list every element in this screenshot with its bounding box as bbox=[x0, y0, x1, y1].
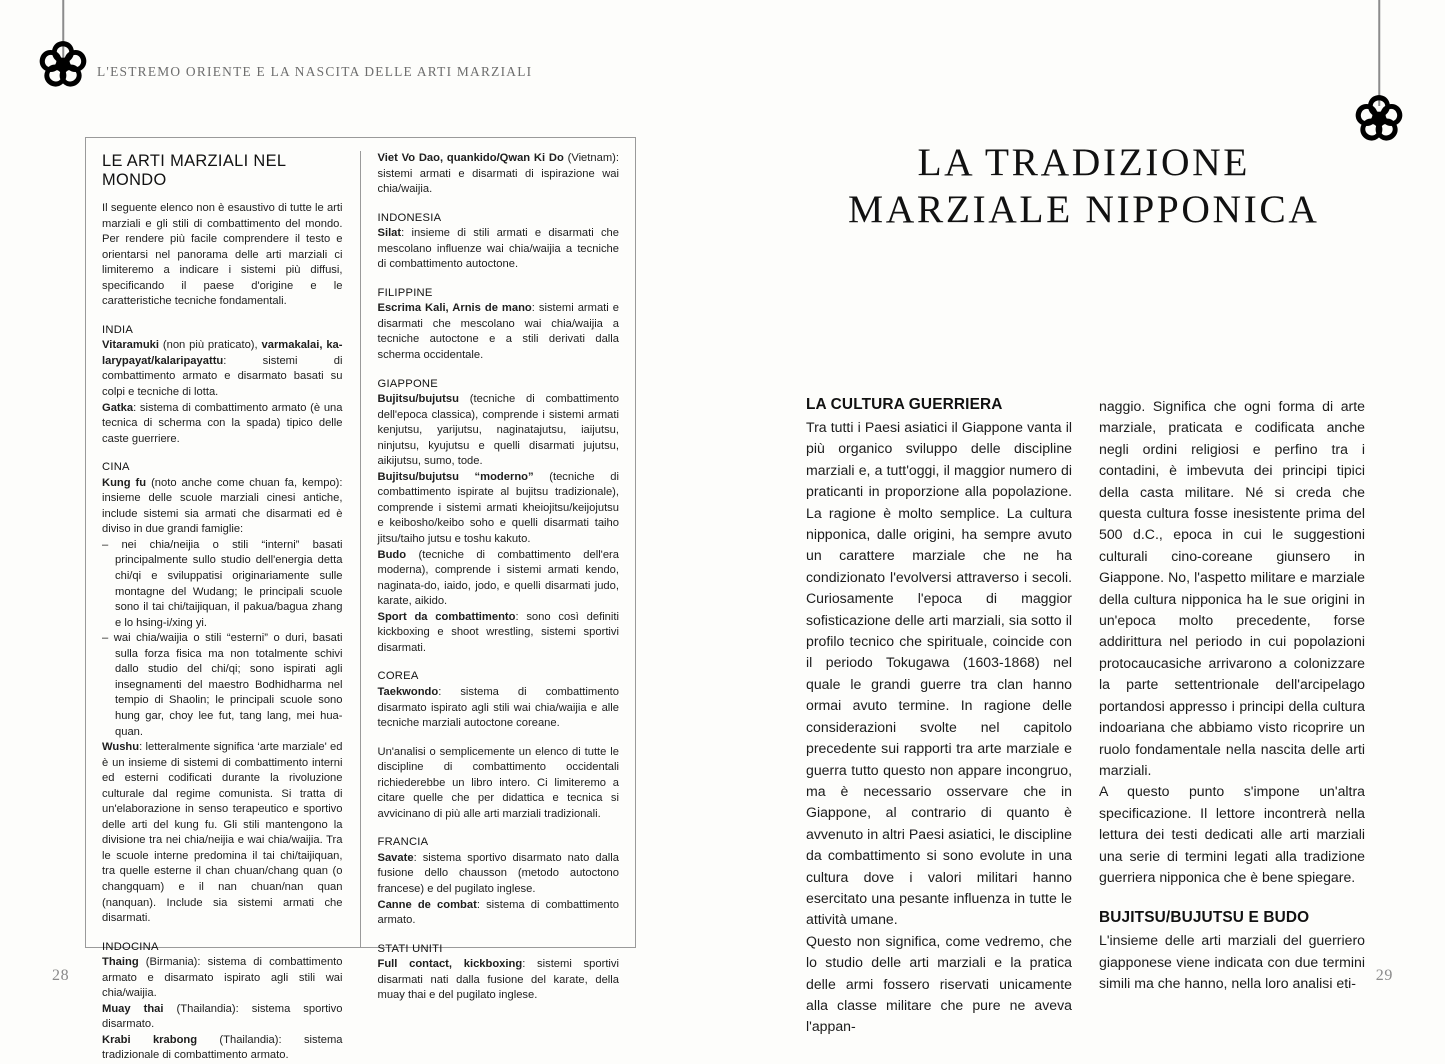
entry-indonesia bbox=[378, 226, 620, 273]
page-number-right: 29 bbox=[1376, 967, 1393, 985]
entry-text: (tecniche di combattimento dell'era moderna), comprende i sistemi armati kendo, naginata-do, iaido, jodo, e quelli disarmati judo, karate, aikido. bbox=[378, 549, 620, 608]
sidebar-intro-paragraph: Il seguente elenco non è esaustivo di tutte le arti marziali e gli stili di combattimento del mondo. Per rendere più facile comprendere il testo e orientarsi nel panorama delle arti marziali ci limiteremo a indicare i sistemi più diffusi, specificando il paese d'origine e le caratteristiche tecniche fondamentali. bbox=[102, 201, 343, 310]
list-item: – wai chia/waijia o stili “esterni” o duri, basati sulla forza fisica ma non totalmente schivi dallo studio del chi/qi; sono ispirati agli insegnamenti del maestro Bodhidharma nel tempio di Shaolin; le principali scuole sono hung gar, choy lee fut, tang lang, mei hua-quan. bbox=[102, 631, 343, 740]
kungfu-family-list bbox=[102, 538, 343, 740]
entry-text: (noto anche come chuan fa, kempo): insieme delle scuole marziali cinesi antiche, include sistemi sia armati che disarmati ed è diviso in due grandi famiglie: bbox=[102, 477, 343, 536]
section-heading-cultura-guerriera: LA CULTURA GUERRIERA bbox=[806, 396, 1072, 414]
entry-text: : letteralmente significa ‘arte marziale' ed è un insieme di sistemi di combattimento interni ed esterni codificati durante la rivoluzione culturale dal regime comunista. Si tratta di un'elaborazione in senso terapeutico e sportivo delle arti del kung fu. Gli stili mantengono la divisione tra nei chia/neijia e wai chia/waijia. Tra le scuole interne predomina il tai chi/taijiquan, tra quelle esterne il chan chuan/chang quan (o changquam) e il nan chuan/nan quan (nanquan). Include sia sistemi armati che disarmati. bbox=[102, 741, 343, 924]
entry-term: Bujitsu/bujutsu bbox=[378, 393, 459, 405]
entry-filippine bbox=[378, 301, 620, 363]
entry-term: Kung fu bbox=[102, 477, 146, 489]
entry-term: Krabi krabong bbox=[102, 1034, 197, 1046]
entry-text: (Birmania): sistema di combattimento armato e disarmato ispirato agli stili wai chia/waijia. bbox=[102, 956, 343, 999]
entry-text: : sistema di combattimento armato. bbox=[378, 899, 620, 927]
entry-term: Budo bbox=[378, 549, 407, 561]
entry-text: (non più praticato), bbox=[159, 339, 261, 351]
chapter-title bbox=[723, 139, 1445, 233]
entry-text: (tecniche di combattimento dell'epoca classica), comprende i sistemi armati kenjutsu, yarijutsu, naginatajutsu, iaijutsu, ninjutsu, kyujutsu e quelli disarmati jujutsu, aikijutsu, sumo, tode. bbox=[378, 393, 620, 467]
entry-text: : sistema di combattimento armato (è una tecnica di scherma con la spada) tipico delle caste guerriere. bbox=[102, 402, 343, 445]
entry-indocina-2 bbox=[102, 1002, 343, 1033]
page-number-left: 28 bbox=[52, 967, 69, 985]
entry-francia-1 bbox=[378, 851, 620, 898]
entry-giappone-3 bbox=[378, 548, 620, 610]
entry-term: Escrima Kali, Arnis de mano bbox=[378, 302, 532, 314]
running-head: L'ESTREMO ORIENTE E LA NASCITA DELLE ARTI MARZIALI bbox=[97, 64, 532, 80]
entry-term: Sport da combattimento bbox=[378, 611, 516, 623]
right-page-body-columns bbox=[806, 396, 1365, 1038]
entry-term: Canne de combat bbox=[378, 899, 477, 911]
entry-indocina-3 bbox=[102, 1033, 343, 1064]
entry-term: Savate bbox=[378, 852, 414, 864]
body-paragraph-2: Questo non significa, come vedremo, che lo studio delle arti marziali e la pratica delle armi fossero riservati unicamente alla classe militare che pure ne aveva l'appan- bbox=[806, 931, 1072, 1038]
sidebar-bridge-paragraph: Un'analisi o semplicemente un elenco di tutte le discipline di combattimento occidentali richiederebbe un libro intero. Ci limiteremo a citare quelle che per didattica e tecnica si avvicinano di più alle arti marziali tradizionali. bbox=[378, 745, 620, 823]
section-heading-bujitsu-budo: BUJITSU/BUJUTSU E BUDO bbox=[1099, 909, 1365, 927]
entry-text: : sistema di combattimento disarmato ispirato agli stili wai chia/waijia e alle tecniche marziali autoctone coreane. bbox=[378, 686, 620, 729]
entry-cina-wushu bbox=[102, 740, 343, 927]
entry-term: Thaing bbox=[102, 956, 139, 968]
ornament-thread bbox=[1378, 0, 1380, 106]
entry-text: (tecniche di combattimento ispirate al bujitsu tradizionale), comprende i sistemi armati kheiojitsu/keijojutsu e keibosho/keibo soho e quelli disarmati taiho jitsu/taiho jutsu e toshu kakuto. bbox=[378, 471, 620, 545]
entry-text: (Vietnam): sistemi armati e disarmati di ispirazione wai chia/waijia. bbox=[378, 152, 620, 195]
body-paragraph-3: naggio. Significa che ogni forma di arte marziale, praticata e codificata anche negli ordini religiosi e perfino tra i contadini, è imbevuta dei principi tipici della casta militare. Né si creda che questa cultura fosse inesistente prima del 500 d.C., epoca in cui le suggestioni culturali cino-coreane giunsero in Giappone. No, l'aspetto militare e marziale della cultura nipponica ha le sue origini in un'epoca molto precedente, forse addirittura nel periodo in cui popolazioni protocaucasiche arrivarono a colonizzare la parte settentrionale dell'arcipelago portandosi appresso i principi della cultura indoariana che abbiamo visto ricoprire un ruolo fondamentale nella nascita delle arti marziali. bbox=[1099, 396, 1365, 781]
entry-text: : insieme di stili armati e disarmati che mescolano influenze wai chia/waijia a tecniche di combattimento autoctone. bbox=[378, 227, 620, 270]
entry-term: Taekwondo bbox=[378, 686, 439, 698]
entry-india-1 bbox=[102, 338, 343, 400]
entry-term: Vitaramuki bbox=[102, 339, 159, 351]
body-paragraph-5: L'insieme delle arti marziali del guerriero giapponese viene indicata con due termini simili ma che hanno, nella loro analisi eti- bbox=[1099, 930, 1365, 994]
sidebar-box-column-1 bbox=[86, 151, 361, 947]
entry-term: Viet Vo Dao, quankido/Qwan Ki Do bbox=[378, 152, 564, 164]
body-paragraph-1: Tra tutti i Paesi asiatici il Giappone vanta il più organico sviluppo delle discipline marziali e, a tutt'oggi, il maggior numero di praticanti in proporzione alla popolazione. La ragione è molto semplice. La cultura nipponica, dalle origini, ha sempre avuto un carattere marziale che ne ha condizionato l'evolversi attraverso i secoli. Curiosamente l'epoca di maggior sofisticazione delle arti marziali, sia sotto il profilo tecnico che spirituale, coincide con il periodo Tokugawa (1603-1868) nel quale le grandi guerre tra clan hanno ormai avuto termine. In ragione delle considerazioni svolte nel capitolo precedente sui rapporti tra arte marziale e guerra tutto questo non appare incongruo, ma è necessario osservare che in Giappone, al contrario di quanto è avvenuto in altri Paesi asiatici, le discipline da combattimento si sono evolute in una cultura dove i valori militari hanno esercitato una pesante influenza in tutte le attività umane. bbox=[806, 417, 1072, 931]
entry-francia-2 bbox=[378, 898, 620, 929]
entry-term: Bujitsu/bujutsu “moderno” bbox=[378, 471, 534, 483]
entry-text: (Thailandia): sistema sportivo disarmato. bbox=[102, 1003, 342, 1031]
country-heading-indonesia: INDONESIA bbox=[378, 211, 620, 227]
chapter-title-line-2: MARZIALE NIPPONICA bbox=[723, 186, 1445, 233]
entry-text: : sistemi di combattimento armato e disarmato basati su colpi e tecniche di lotta. bbox=[102, 355, 343, 398]
entry-term: Wushu bbox=[102, 741, 139, 753]
right-page-column-2 bbox=[1099, 396, 1365, 1038]
country-heading-stati-uniti: STATI UNITI bbox=[378, 942, 620, 958]
country-heading-india: INDIA bbox=[102, 323, 343, 339]
entry-cina-kungfu bbox=[102, 476, 343, 538]
country-heading-indocina: INDOCINA bbox=[102, 940, 343, 956]
right-page-column-1 bbox=[806, 396, 1072, 1038]
entry-stati-uniti bbox=[378, 957, 620, 1004]
sidebar-box-column-2 bbox=[361, 151, 636, 947]
chapter-title-line-1: LA TRADIZIONE bbox=[917, 140, 1250, 184]
country-heading-francia: FRANCIA bbox=[378, 835, 620, 851]
entry-corea bbox=[378, 685, 620, 732]
left-page bbox=[0, 0, 723, 1025]
country-heading-cina: CINA bbox=[102, 460, 343, 476]
japanese-mon-flower-crest-icon bbox=[37, 38, 89, 90]
entry-text: : sistemi armati e disarmati che mescolano wai chia/waijia a tecniche autoctone e a stili derivati dalla scherma occidentale. bbox=[378, 302, 620, 361]
entry-term: Gatka bbox=[102, 402, 133, 414]
body-paragraph-4: A questo punto s'impone un'altra specificazione. Il lettore incontrerà nella lettura dei testi dedicati alle arti marziali una serie di termini legati alla tradizione guerriera nipponica che è bene spiegare. bbox=[1099, 781, 1365, 888]
entry-vietnam bbox=[378, 151, 620, 198]
entry-term: Silat bbox=[378, 227, 402, 239]
entry-text: : sistemi sportivi disarmati nati dalla fusione del karate, della muay thai e del pugilato inglese. bbox=[378, 958, 620, 1001]
entry-term: Muay thai bbox=[102, 1003, 164, 1015]
entry-term: varmakalai, ka-larypayat/kalaripayattu bbox=[102, 339, 342, 367]
entry-text: : sono così definiti kickboxing e shoot wrestling, sistemi sportivi disarmati. bbox=[378, 611, 620, 654]
entry-term: Full contact, kickboxing bbox=[378, 958, 523, 970]
sidebar-box-title: LE ARTI MARZIALI NEL MONDO bbox=[102, 152, 343, 190]
entry-india-2 bbox=[102, 401, 343, 448]
country-heading-filippine: FILIPPINE bbox=[378, 286, 620, 302]
entry-text: (Thailandia): sistema tradizionale di combattimento armato. bbox=[102, 1034, 343, 1062]
entry-giappone-4 bbox=[378, 610, 620, 657]
sidebar-box bbox=[85, 137, 636, 948]
entry-text: : sistema sportivo disarmato nato dalla fusione dello chausson (metodo autoctono francese) e del pugilato inglese. bbox=[378, 852, 620, 895]
entry-indocina-1 bbox=[102, 955, 343, 1002]
japanese-mon-flower-crest-icon bbox=[1353, 92, 1405, 144]
country-heading-corea: COREA bbox=[378, 669, 620, 685]
entry-giappone-2 bbox=[378, 470, 620, 548]
country-heading-giappone: GIAPPONE bbox=[378, 377, 620, 393]
list-item: – nei chia/neijia o stili “interni” basati principalmente sullo studio dell'energia detta chi/qi e sviluppatisi originariamente sulle montagne del Wudang; le principali scuole sono il tai chi/taijiquan, il pakua/bagua zhang e lo hsing-i/xing yi. bbox=[102, 538, 343, 631]
entry-giappone-1 bbox=[378, 392, 620, 470]
